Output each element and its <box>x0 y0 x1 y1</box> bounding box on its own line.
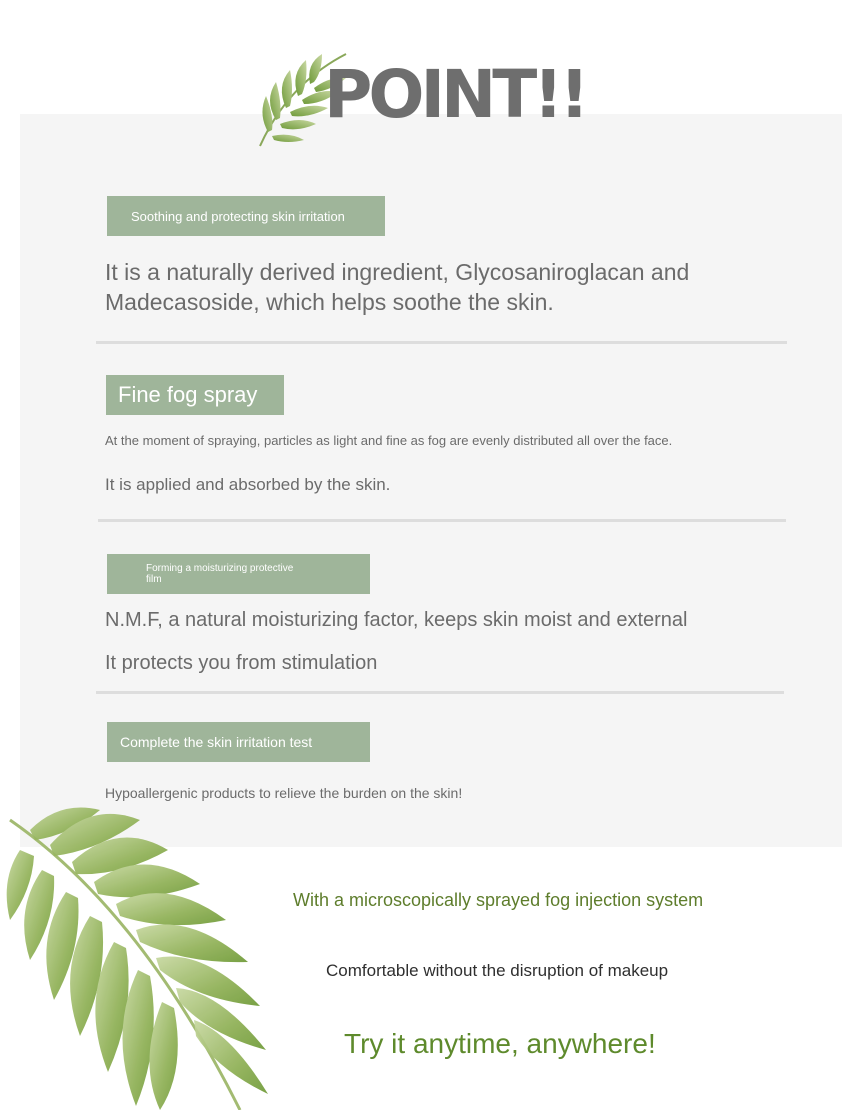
section-3-text-1: N.M.F, a natural moisturizing factor, keeps skin moist and external <box>105 609 688 631</box>
divider <box>96 341 787 344</box>
palm-frond-icon <box>0 780 310 1110</box>
section-2-text-2: It is applied and absorbed by the skin. <box>105 475 391 494</box>
section-1-text: It is a naturally derived ingredient, Glycosaniroglacan and Madecasoside, which helps soothe the skin. <box>105 259 690 315</box>
section-4-text: Hypoallergenic products to relieve the burden on the skin! <box>105 785 463 801</box>
badge-soothing: Soothing and protecting skin irritation <box>107 196 385 236</box>
badge-irritation-test: Complete the skin irritation test <box>107 722 370 762</box>
bottom-tagline-1: With a microscopically sprayed fog injection system <box>293 890 704 910</box>
section-3-text-2: It protects you from stimulation <box>105 652 378 674</box>
page-title: POINT!! <box>324 56 586 133</box>
badge-fine-fog: Fine fog spray <box>106 375 284 415</box>
bottom-tagline-3: Try it anytime, anywhere! <box>344 1028 656 1059</box>
badge-moisturizing: Forming a moisturizing protective film <box>107 554 370 594</box>
divider <box>98 519 786 522</box>
bottom-tagline-2: Comfortable without the disruption of makeup <box>326 961 669 980</box>
section-2-text-1: At the moment of spraying, particles as light and fine as fog are evenly distributed all over the face. <box>105 433 673 448</box>
divider <box>96 691 784 694</box>
